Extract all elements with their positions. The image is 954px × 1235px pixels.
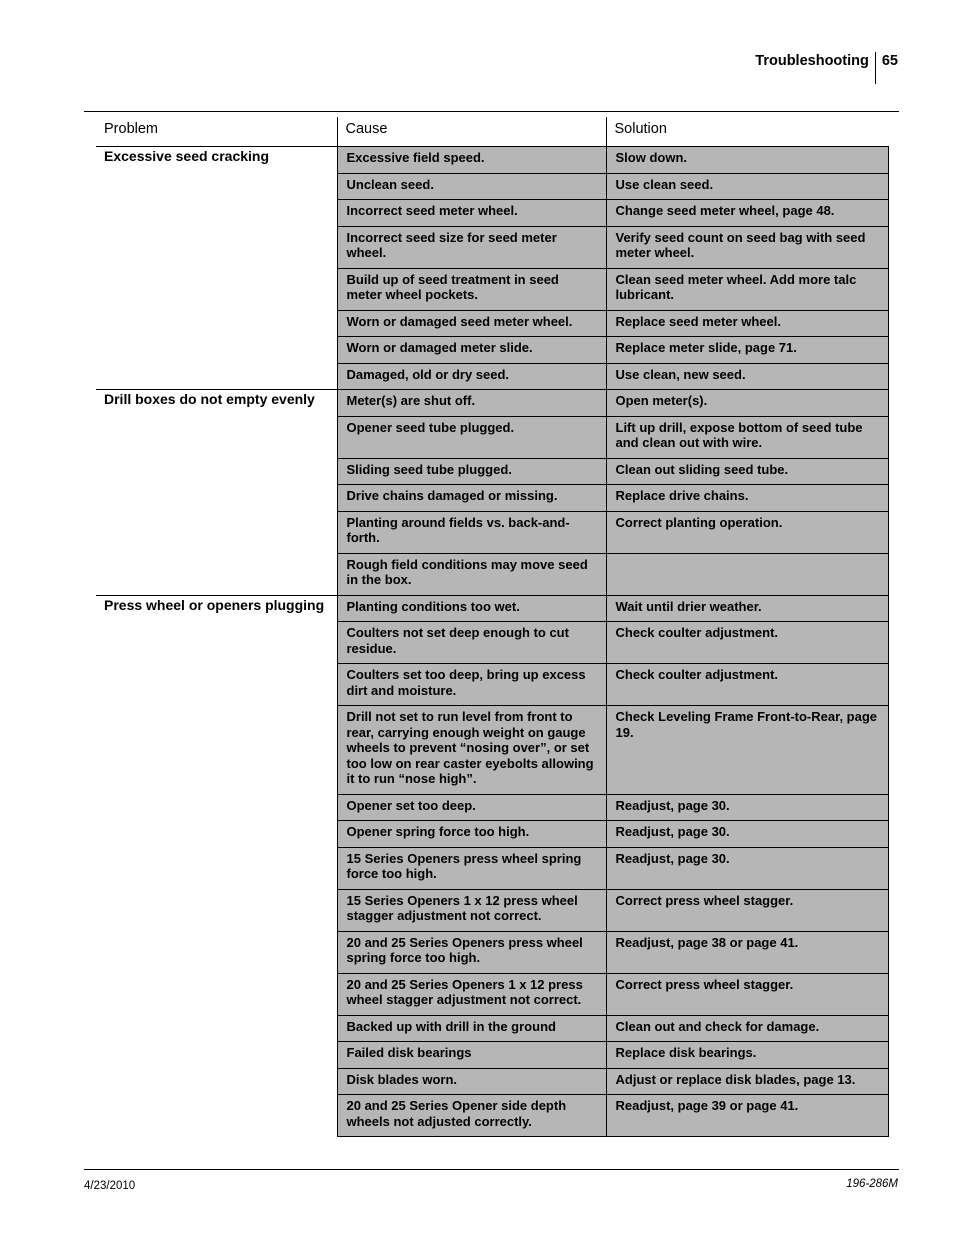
solution-cell: Wait until drier weather. <box>606 595 888 622</box>
solution-cell: Clean out and check for damage. <box>606 1015 888 1042</box>
solution-cell: Clean out sliding seed tube. <box>606 458 888 485</box>
solution-cell: Correct press wheel stagger. <box>606 973 888 1015</box>
cause-cell: Drive chains damaged or missing. <box>337 485 606 512</box>
cause-cell: Planting conditions too wet. <box>337 595 606 622</box>
page-number: 65 <box>881 53 898 69</box>
table-row <box>96 595 888 622</box>
cause-cell: Planting around fields vs. back-and-forth. <box>337 511 606 553</box>
cause-cell: Incorrect seed meter wheel. <box>337 200 606 227</box>
solution-cell: Readjust, page 30. <box>606 847 888 889</box>
problem-cell <box>96 390 337 596</box>
problem-text: Excessive seed cracking <box>104 148 270 164</box>
cause-cell: Coulters not set deep enough to cut residue. <box>337 622 606 664</box>
solution-cell: Verify seed count on seed bag with seed meter wheel. <box>606 226 888 268</box>
top-rule <box>84 111 899 112</box>
cause-cell: Coulters set too deep, bring up excess dirt and moisture. <box>337 664 606 706</box>
cause-cell: Worn or damaged meter slide. <box>337 337 606 364</box>
cause-cell: 20 and 25 Series Openers 1 x 12 press wheel stagger adjustment not correct. <box>337 973 606 1015</box>
cause-cell: Drill not set to run level from front to rear, carrying enough weight on gauge wheels to prevent “nosing over”, or set too low on rear caster eyebolts allowing it to run “nose high”. <box>337 706 606 795</box>
cause-cell: Opener set too deep. <box>337 794 606 821</box>
solution-cell: Replace meter slide, page 71. <box>606 337 888 364</box>
table-row <box>96 147 888 174</box>
cause-cell: 20 and 25 Series Openers press wheel spring force too high. <box>337 931 606 973</box>
solution-cell: Use clean seed. <box>606 173 888 200</box>
table-header-row <box>96 117 888 147</box>
cause-cell: Rough field conditions may move seed in the box. <box>337 553 606 595</box>
column-header-cause: Cause <box>337 117 606 147</box>
solution-cell: Readjust, page 30. <box>606 821 888 848</box>
cause-cell: Backed up with drill in the ground <box>337 1015 606 1042</box>
cause-cell: 15 Series Openers 1 x 12 press wheel stagger adjustment not correct. <box>337 889 606 931</box>
section-title: Troubleshooting <box>755 53 869 69</box>
cause-cell: Disk blades worn. <box>337 1068 606 1095</box>
problem-cell <box>96 147 337 390</box>
troubleshooting-table <box>96 117 889 1137</box>
solution-cell: Replace drive chains. <box>606 485 888 512</box>
solution-cell: Correct planting operation. <box>606 511 888 553</box>
solution-cell: Replace disk bearings. <box>606 1042 888 1069</box>
cause-cell: Excessive field speed. <box>337 147 606 174</box>
solution-cell: Change seed meter wheel, page 48. <box>606 200 888 227</box>
solution-cell <box>606 553 888 595</box>
cause-cell: Build up of seed treatment in seed meter wheel pockets. <box>337 268 606 310</box>
footer-doc-number: 196-286M <box>846 1178 898 1190</box>
solution-cell: Clean seed meter wheel. Add more talc lubricant. <box>606 268 888 310</box>
solution-cell: Use clean, new seed. <box>606 363 888 390</box>
column-header-solution: Solution <box>606 117 888 147</box>
solution-cell: Adjust or replace disk blades, page 13. <box>606 1068 888 1095</box>
problem-cell <box>96 595 337 1137</box>
cause-cell: Damaged, old or dry seed. <box>337 363 606 390</box>
table-body <box>96 147 888 1137</box>
solution-cell: Slow down. <box>606 147 888 174</box>
footer-date: 4/23/2010 <box>84 1180 136 1192</box>
solution-cell: Readjust, page 38 or page 41. <box>606 931 888 973</box>
cause-cell: 15 Series Openers press wheel spring force too high. <box>337 847 606 889</box>
solution-cell: Check coulter adjustment. <box>606 664 888 706</box>
solution-cell: Open meter(s). <box>606 390 888 417</box>
column-header-problem: Problem <box>104 121 158 137</box>
cause-cell: 20 and 25 Series Opener side depth wheels not adjusted correctly. <box>337 1095 606 1137</box>
problem-text: Press wheel or openers plugging <box>104 596 325 613</box>
cause-cell: Opener seed tube plugged. <box>337 416 606 458</box>
page-header <box>755 52 898 84</box>
solution-cell: Readjust, page 39 or page 41. <box>606 1095 888 1137</box>
solution-cell: Replace seed meter wheel. <box>606 310 888 337</box>
table-row <box>96 390 888 417</box>
solution-cell: Check Leveling Frame Front-to-Rear, page 19. <box>606 706 888 795</box>
solution-cell: Check coulter adjustment. <box>606 622 888 664</box>
cause-cell: Sliding seed tube plugged. <box>337 458 606 485</box>
cause-cell: Meter(s) are shut off. <box>337 390 606 417</box>
bottom-rule <box>84 1169 899 1170</box>
solution-cell: Correct press wheel stagger. <box>606 889 888 931</box>
cause-cell: Opener spring force too high. <box>337 821 606 848</box>
cause-cell: Failed disk bearings <box>337 1042 606 1069</box>
cause-cell: Incorrect seed size for seed meter wheel. <box>337 226 606 268</box>
cause-cell: Worn or damaged seed meter wheel. <box>337 310 606 337</box>
problem-text: Drill boxes do not empty evenly <box>104 391 315 407</box>
cause-cell: Unclean seed. <box>337 173 606 200</box>
solution-cell: Lift up drill, expose bottom of seed tube and clean out with wire. <box>606 416 888 458</box>
solution-cell: Readjust, page 30. <box>606 794 888 821</box>
